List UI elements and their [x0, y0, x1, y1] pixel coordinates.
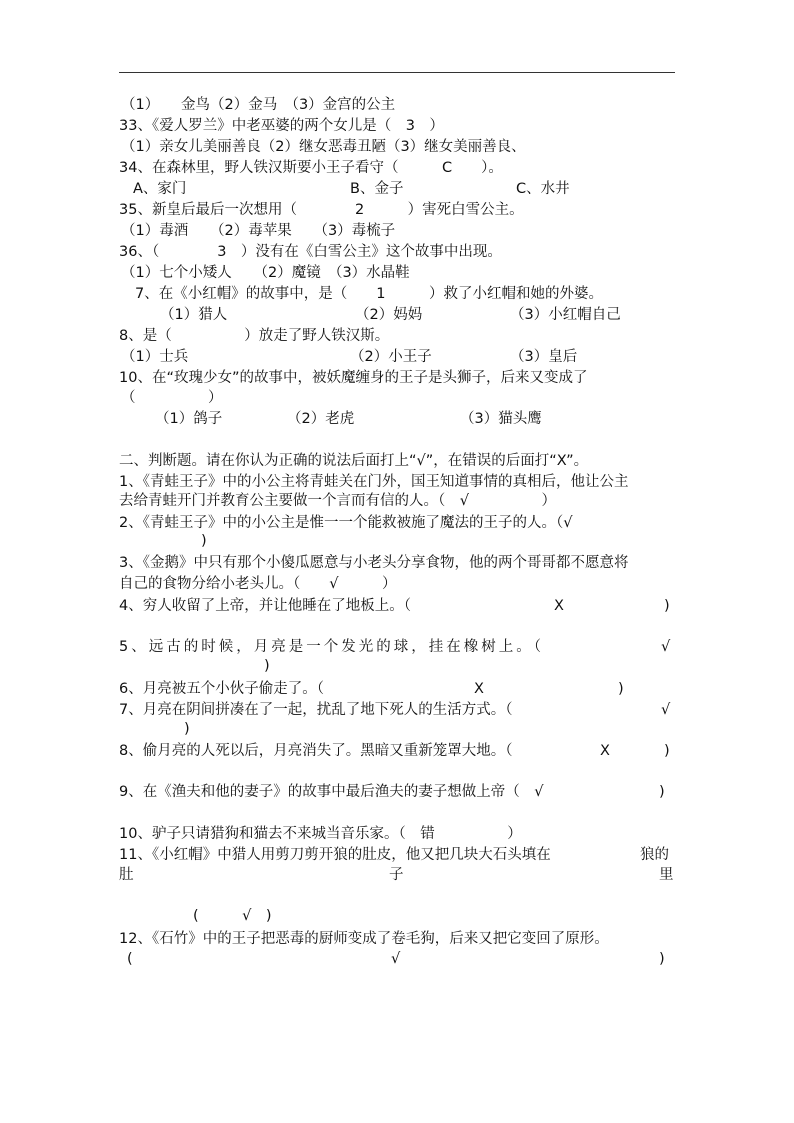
- statement-4: 4、穷人收留了上帝，并让他睡在了地板上。（: [119, 598, 411, 614]
- answer-bracket: ): [659, 784, 665, 800]
- header-rule: [119, 72, 675, 73]
- statement-11-word: 子: [389, 867, 404, 883]
- statement-11: 11、《小红帽》中猎人用剪刀剪开狼的肚皮，他又把几块大石头填在: [119, 847, 551, 863]
- option-1: （1）士兵: [121, 349, 189, 365]
- answer-mark: √: [661, 702, 671, 718]
- option-3: （3）猫头鹰: [460, 411, 542, 427]
- statement-8: 8、偷月亮的人死以后，月亮消失了。黑暗又重新笼罩大地。（: [119, 743, 513, 759]
- option-line: （1）亲女儿美丽善良（2）继女恶毒丑陋（3）继女美丽善良、: [121, 139, 526, 155]
- statement-3: 3、《金鹅》中只有那个小傻瓜愿意与小老头分享食物，他的两个哥哥都不愿意将: [119, 555, 629, 571]
- answer-bracket: ( √ ): [193, 908, 272, 924]
- option-c: C、水井: [516, 181, 570, 197]
- question-35: 35、新皇后最后一次想用（ 2 ）害死白雪公主。: [119, 202, 524, 218]
- option-3: （3）皇后: [510, 349, 578, 365]
- option-2: （2）老虎: [287, 411, 355, 427]
- option-line: （1）毒酒 （2）毒苹果 （3）毒梳子: [121, 223, 396, 239]
- statement-7: 7、月亮在阴间拼凑在了一起，扰乱了地下死人的生活方式。（: [119, 702, 513, 718]
- option-1: （1）鸽子: [155, 411, 223, 427]
- statement-11-end: 狼的: [640, 847, 669, 863]
- option-1: （1）猎人: [160, 307, 228, 323]
- answer-bracket: ): [664, 743, 670, 759]
- answer-bracket: (: [127, 951, 133, 967]
- answer-mark: √: [391, 951, 401, 967]
- answer-bracket: ): [618, 681, 624, 697]
- statement-9: 9、在《渔夫和他的妻子》的故事中最后渔夫的妻子想做上帝（ √: [119, 784, 544, 800]
- statement-5: 5、远古的时候，月亮是一个发光的球，挂在橡树上。（: [119, 639, 544, 655]
- statement-6: 6、月亮被五个小伙子偷走了。（: [119, 681, 324, 697]
- section-heading: 二、判断题。请在你认为正确的说法后面打上“√”，在错误的后面打“X”。: [119, 453, 589, 469]
- statement-12: 12、《石竹》中的王子把恶毒的厨师变成了卷毛狗，后来又把它变回了原形。: [119, 931, 609, 947]
- statement-1-cont: 去给青蛙开门并教育公主要做一个言而有信的人。（ √ ）: [119, 493, 556, 509]
- statement-11-word: 里: [659, 867, 674, 883]
- option-line: （1）七个小矮人 （2）魔镜 （3）水晶鞋: [121, 265, 410, 281]
- question-7: 7、在《小红帽》的故事中，是（ 1 ）救了小红帽和她的外婆。: [135, 286, 603, 302]
- option-2: （2）小王子: [350, 349, 432, 365]
- statement-3-cont: 自己的食物分给小老头儿。（ √ ）: [119, 576, 397, 592]
- question-36: 36、（ 3 ）没有在《白雪公主》这个故事中出现。: [119, 244, 502, 260]
- answer-blank: （ ）: [121, 390, 223, 406]
- question-8: 8、是（ ）放走了野人铁汉斯。: [119, 328, 390, 344]
- option-b: B、金子: [350, 181, 404, 197]
- answer-mark: √: [661, 639, 671, 655]
- statement-2-bracket: ): [201, 533, 207, 549]
- option-3: （3）小红帽自己: [510, 307, 621, 323]
- question-10: 10、在“玫瑰少女”的故事中，被妖魔缠身的王子是头狮子，后来又变成了: [119, 370, 588, 386]
- option-a: A、家门: [133, 181, 187, 197]
- answer-bracket: ): [264, 658, 270, 674]
- option-2: （2）妈妈: [355, 307, 423, 323]
- answer-mark: X: [474, 681, 484, 697]
- answer-bracket: ): [659, 951, 665, 967]
- answer-mark: X: [600, 743, 610, 759]
- option-line: （1） 金鸟（2）金马 （3）金宫的公主: [121, 97, 396, 113]
- statement-10: 10、驴子只请猎狗和猫去不来城当音乐家。（ 错 ）: [119, 826, 522, 842]
- statement-1: 1、《青蛙王子》中的小公主将青蛙关在门外，国王知道事情的真相后，他让公主: [119, 474, 629, 490]
- answer-bracket: ): [184, 721, 190, 737]
- answer-mark: X: [554, 598, 564, 614]
- statement-11-word: 肚: [119, 867, 134, 883]
- question-33: 33、《爱人罗兰》中老巫婆的两个女儿是（ 3 ）: [119, 118, 444, 134]
- question-34: 34、在森林里，野人铁汉斯要小王子看守（ C ）。: [119, 160, 503, 176]
- answer-bracket: ): [664, 598, 670, 614]
- statement-2: 2、《青蛙王子》中的小公主是惟一一个能救被施了魔法的王子的人。（√: [119, 515, 573, 531]
